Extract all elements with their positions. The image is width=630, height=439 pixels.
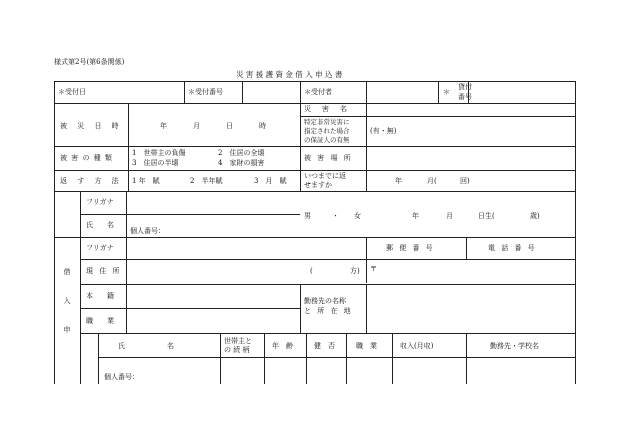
postal-code-label: 郵 便 番 号 xyxy=(386,244,435,252)
date-unit-year: 年 xyxy=(160,122,167,130)
loan-number-label-1: 貸付 xyxy=(458,83,472,91)
repay-when-label-2: せますか xyxy=(304,181,332,189)
sex-male: 男 xyxy=(304,212,311,220)
special-value: (有・無) xyxy=(370,127,397,135)
receipt-date-label: ＊受付日 xyxy=(58,88,86,96)
loan-number-label-2: 番号 xyxy=(458,93,472,101)
damage-type-label: 被 害 の 種 類 xyxy=(60,154,113,162)
household-header-name: 氏 名 xyxy=(118,342,174,350)
birth-age: 歳) xyxy=(530,212,540,220)
repayment-option-2: 2 半年賦 xyxy=(190,177,223,185)
disaster-date-label: 被 災 日 時 xyxy=(60,122,123,130)
household-header-age: 年 齢 xyxy=(272,342,293,350)
address-label: 現 住 所 xyxy=(86,267,122,275)
birth-year: 年 xyxy=(412,212,419,220)
occupation-label: 職 業 xyxy=(86,317,114,325)
damage-option-1: 1 世帯主の負傷 xyxy=(132,149,186,157)
household-header-relation-1: 世帯主と xyxy=(224,337,252,345)
honseki-label: 本 籍 xyxy=(86,292,114,300)
receiver-label: ＊受付者 xyxy=(304,88,332,96)
damage-place-label: 被 害 場 所 xyxy=(304,154,353,162)
special-label-3: の保証人の有無 xyxy=(304,136,350,144)
household-header-health: 健 否 xyxy=(314,342,335,350)
birth-month: 月 xyxy=(446,212,453,220)
form-title: 災 害 援 護 資 金 借 入 申 込 書 xyxy=(236,70,343,79)
workplace-label-2: と 所 在 地 xyxy=(304,307,353,315)
birth-day: 日生( xyxy=(478,212,495,220)
repayment-option-1: 1 年 賦 xyxy=(132,177,160,185)
name-label: 氏 名 xyxy=(86,221,114,229)
applicant-side-1: 借 xyxy=(63,268,71,276)
phone-label: 電 話 番 号 xyxy=(488,244,537,252)
damage-option-2: 2 住居の全壊 xyxy=(218,149,265,157)
household-id-label: 個人番号： xyxy=(104,373,139,381)
special-label-1: 特定非常災害に xyxy=(304,118,350,126)
repay-unit-year: 年 xyxy=(395,177,402,185)
applicant-side-3: 申 xyxy=(63,326,71,334)
date-unit-month: 月 xyxy=(193,122,200,130)
repay-unit-times: 回) xyxy=(460,177,470,185)
furigana2-label: フリガナ xyxy=(86,244,114,252)
repayment-option-3: 3 月 賦 xyxy=(254,177,287,185)
date-unit-day: 日 xyxy=(226,122,233,130)
disaster-name-label: 災 害 名 xyxy=(304,105,349,113)
sex-female: 女 xyxy=(354,212,361,220)
furigana-label: フリガナ xyxy=(86,198,114,206)
receipt-number-label: ＊受付番号 xyxy=(188,88,223,96)
repay-when-label-1: いつまでに返 xyxy=(304,172,346,180)
applicant-id-label: 個人番号： xyxy=(130,227,165,235)
workplace-label-1: 勤務先の名称 xyxy=(304,297,346,305)
damage-option-4: 4 家財の損害 xyxy=(218,159,265,167)
applicant-side-2: 入 xyxy=(63,297,71,305)
date-unit-hour: 時 xyxy=(259,122,266,130)
household-header-workplace: 勤務先・学校名 xyxy=(490,342,539,350)
household-header-relation-2: の 続 柄 xyxy=(224,346,250,354)
form-number-label: 様式第2号(第6条関係) xyxy=(54,58,125,66)
repay-unit-month: 月( xyxy=(427,177,437,185)
address-paren-close: 方) xyxy=(350,267,360,275)
postal-mark: 〒 xyxy=(370,265,377,273)
sex-dot: ・ xyxy=(332,212,339,220)
address-paren-open: ( xyxy=(310,267,313,275)
special-label-2: 指定された場合 xyxy=(304,127,350,135)
damage-option-3: 3 住居の半壊 xyxy=(132,159,179,167)
household-header-income: 収入(月収) xyxy=(400,342,434,350)
repayment-method-label: 返 す 方 法 xyxy=(60,177,123,185)
loan-mark: ＊ xyxy=(443,88,450,96)
household-header-occupation: 職 業 xyxy=(356,342,377,350)
